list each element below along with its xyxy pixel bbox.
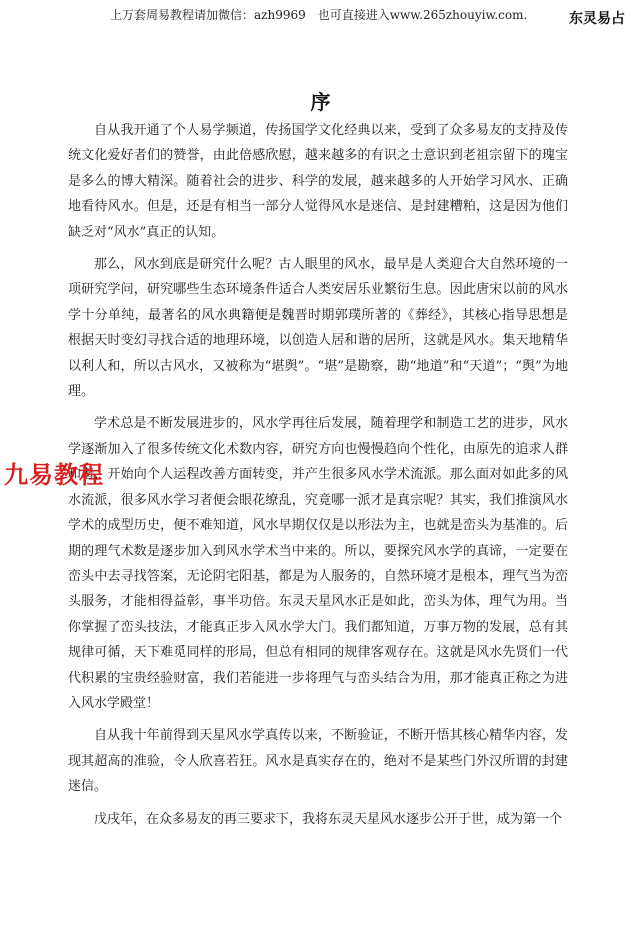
document-body	[68, 118, 568, 839]
corner-label: 东灵易占	[569, 11, 625, 27]
watermark-text: 九易教程	[4, 461, 104, 489]
paragraph: 自从我开通了个人易学频道，传扬国学文化经典以来，受到了众多易友的支持及传统文化爱好者们的赞誉，由此倍感欣慰，越来越多的有识之士意识到老祖宗留下的瑰宝是多么的博大精深。随着社会的进步、科学的发展，越来越多的人开始学习风水、正确地看待风水。但是，还是有相当一部分人觉得风水是迷信、是封建糟粕，这是因为他们缺乏对“风水”真正的认知。	[68, 123, 568, 240]
paragraph: 戊戌年，在众多易友的再三要求下，我将东灵天星风水逐步公开于世，成为第一个	[94, 811, 563, 827]
paragraph: 那么，风水到底是研究什么呢？古人眼里的风水，最早是人类迎合大自然环境的一项研究学问，研究哪些生态环境条件适合人类安居乐业繁衍生息。因此唐宋以前的风水学十分单纯，最著名的风水典籍便是魏晋时期郭璞所著的《葬经》，其核心指导思想是根据天时变幻寻找合适的地理环境，以创造人居和谐的居所，这就是风水。集天地精华以利人和，所以古风水，又被称为“堪舆”。“堪”是勘察，勘“地道”和“天道”；“舆”为地理。	[68, 257, 568, 400]
top-banner: 上万套周易教程请加微信：azh9969 也可直接进入www.265zhouyiw.com.	[110, 8, 528, 22]
paragraph: 学术总是不断发展进步的，风水学再往后发展，随着理学和制造工艺的进步，风水学逐渐加入了很多传统文化术数内容，研究方向也慢慢趋向个性化，由原先的追求人群和谐，开始向个人运程改善方面转变，并产生很多风水学术流派。那么面对如此多的风水流派，很多风水学习者便会眼花缭乱，究竟哪一派才是真宗呢？其实，我们推演风水学术的成型历史，便不难知道，风水早期仅仅是以形法为主，也就是峦头为基准的。后期的理气术数是逐步加入到风水学术当中来的。所以，要探究风水学的真谛，一定要在峦头中去寻找答案，无论阴宅阳基，都是为人服务的，自然环境才是根本，理气当为峦头服务，才能相得益彰，事半功倍。东灵天星风水正是如此，峦头为体，理气为用。当你掌握了峦头技法，才能真正步入风水学大门。我们都知道，万事万物的发展，总有其规律可循，天下难觅同样的形局，但总有相同的规律客观存在。这就是风水先贤们一代代积累的宝贵经验财富，我们若能进一步将理气与峦头结合为用，那才能真正称之为进入风水学殿堂！	[68, 416, 568, 711]
paragraph: 自从我十年前得到天星风水学真传以来，不断验证，不断开悟其核心精华内容，发现其超高的准验，令人欣喜若狂。风水是真实存在的，绝对不是某些门外汉所谓的封建迷信。	[68, 728, 568, 795]
page-title: 序	[310, 90, 331, 114]
